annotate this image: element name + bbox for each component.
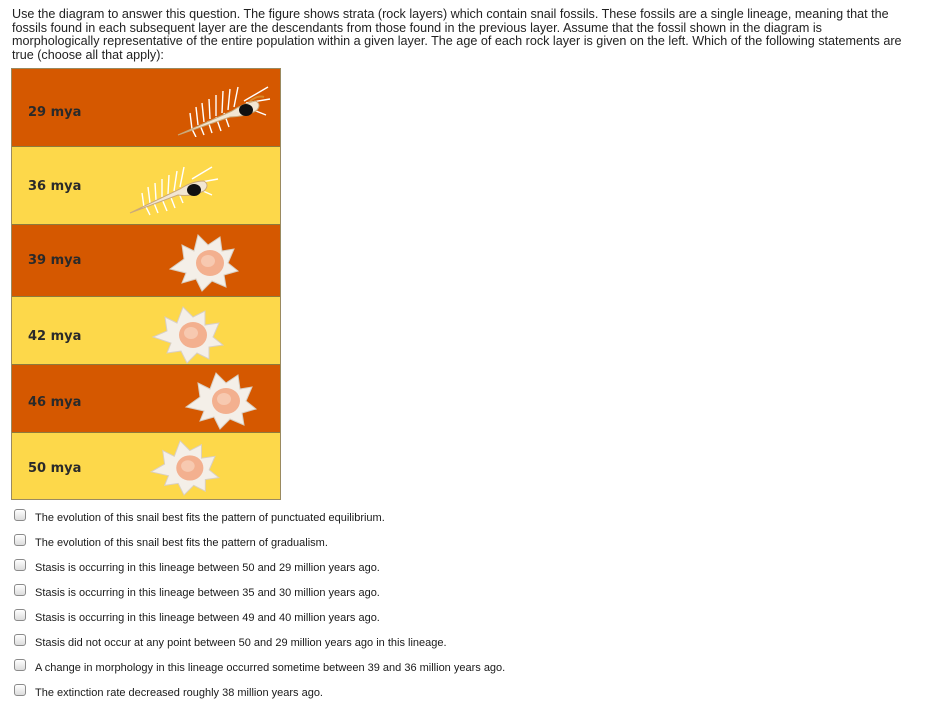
answer-option[interactable] (14, 680, 914, 705)
answer-option[interactable] (14, 580, 914, 605)
layer-age-label: 36 mya (28, 179, 82, 194)
rock-layer-36-mya (12, 147, 280, 225)
layer-age-label: 39 mya (28, 253, 82, 268)
option-label: Stasis is occurring in this lineage between 49 and 40 million years ago. (35, 611, 380, 624)
rock-layer-39-mya (12, 225, 280, 297)
checkbox[interactable] (14, 559, 26, 571)
answer-option[interactable] (14, 555, 914, 580)
spiny-murex-shell-icon (172, 77, 272, 137)
conch-shell-icon (162, 229, 242, 293)
answer-option[interactable] (14, 605, 914, 630)
rock-layer-50-mya (12, 433, 280, 499)
answer-option[interactable] (14, 655, 914, 680)
answer-option[interactable] (14, 530, 914, 555)
rock-layer-46-mya (12, 365, 280, 433)
conch-shell-icon (180, 367, 260, 431)
checkbox[interactable] (14, 684, 26, 696)
checkbox[interactable] (14, 634, 26, 646)
layer-age-label: 46 mya (28, 395, 82, 410)
layer-age-label: 42 mya (28, 329, 82, 344)
answer-option[interactable] (14, 630, 914, 655)
option-label: A change in morphology in this lineage occurred sometime between 39 and 36 million years ago. (35, 661, 506, 674)
conch-shell-icon (147, 301, 227, 365)
checkbox[interactable] (14, 509, 26, 521)
checkbox[interactable] (14, 584, 26, 596)
option-label: The evolution of this snail best fits the pattern of punctuated equilibrium. (35, 511, 385, 524)
conch-shell-icon (144, 435, 224, 497)
spiny-murex-shell-icon (122, 153, 222, 217)
answer-option[interactable] (14, 505, 914, 530)
checkbox[interactable] (14, 659, 26, 671)
strata-diagram (11, 68, 281, 500)
layer-age-label: 50 mya (28, 461, 82, 476)
layer-age-label: 29 mya (28, 105, 82, 120)
rock-layer-29-mya (12, 69, 280, 147)
rock-layer-42-mya (12, 297, 280, 365)
option-label: Stasis is occurring in this lineage between 35 and 30 million years ago. (35, 586, 380, 599)
option-label: Stasis did not occur at any point between 50 and 29 million years ago in this lineage. (35, 636, 447, 649)
option-label: Stasis is occurring in this lineage between 50 and 29 million years ago. (35, 561, 380, 574)
answer-options (14, 505, 914, 705)
question-text: Use the diagram to answer this question. The figure shows strata (rock layers) which contain snail fossils. These fossils are a single lineage, meaning that the fossils found in each subsequent layer are the descendants from those found in the previous layer. Assume that the fossil shown in the diagram is morphologically representative of the entire population within a given layer. The age of each rock layer is given on the left. Which of the following statements are true (choose all that apply): (12, 7, 902, 62)
option-label: The evolution of this snail best fits the pattern of gradualism. (35, 536, 328, 549)
checkbox[interactable] (14, 609, 26, 621)
checkbox[interactable] (14, 534, 26, 546)
option-label: The extinction rate decreased roughly 38 million years ago. (35, 686, 323, 699)
